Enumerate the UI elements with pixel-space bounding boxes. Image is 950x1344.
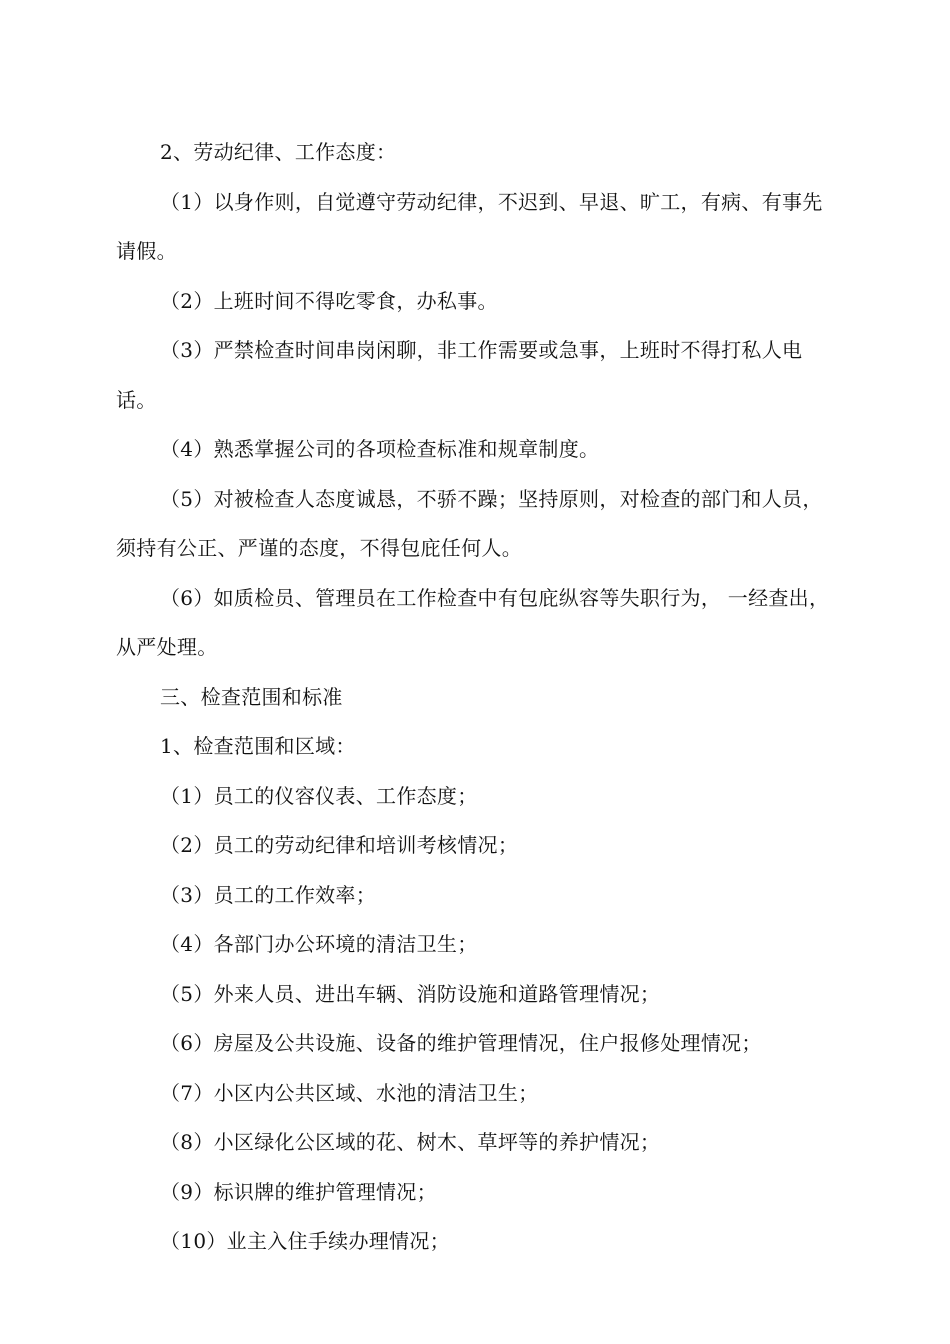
paragraph-item-5: （5）对被检查人态度诚恳，不骄不躁；坚持原则，对检查的部门和人员，须持有公正、严谨的态度，不得包庇任何人。 bbox=[116, 486, 823, 560]
list-item: （10）业主入住手续办理情况； bbox=[160, 1229, 450, 1253]
list-item: （1）员工的仪容仪表、工作态度； bbox=[160, 783, 478, 808]
paragraph-item-6: （6）如质检员、管理员在工作检查中有包庇纵容等失职行为， 一经查出，从严处理。 bbox=[116, 585, 830, 659]
paragraph-item-3: （3）严禁检查时间串岗闲聊，非工作需要或急事，上班时不得打私人电话。 bbox=[116, 338, 803, 412]
list-item: （3）员工的工作效率； bbox=[160, 882, 377, 907]
paragraph-item-2: （2）上班时间不得吃零食，办私事。 bbox=[160, 288, 498, 313]
paragraph-item-1: （1）以身作则，自觉遵守劳动纪律，不迟到、早退、旷工，有病、有事先请假。 bbox=[116, 189, 823, 263]
section-heading-scope-standards: 三、检查范围和标准 bbox=[160, 684, 343, 709]
subsection-heading-scope-areas: 1、检查范围和区域： bbox=[160, 734, 356, 758]
section-heading-labor-discipline: 2、劳动纪律、工作态度： bbox=[160, 140, 397, 164]
document-body bbox=[116, 128, 836, 1267]
list-item: （2）员工的劳动纪律和培训考核情况； bbox=[160, 833, 519, 857]
list-item: （5）外来人员、进出车辆、消防设施和道路管理情况； bbox=[160, 981, 661, 1006]
list-item: （7）小区内公共区域、水池的清洁卫生； bbox=[160, 1080, 539, 1105]
list-item: （9）标识牌的维护管理情况； bbox=[160, 1179, 437, 1204]
list-item: （8）小区绿化公区域的花、树木、草坪等的养护情况； bbox=[160, 1130, 661, 1154]
list-item: （4）各部门办公环境的清洁卫生； bbox=[160, 932, 478, 956]
paragraph-item-4: （4）熟悉掌握公司的各项检查标准和规章制度。 bbox=[160, 437, 600, 461]
list-item: （6）房屋及公共设施、设备的维护管理情况，住户报修处理情况； bbox=[160, 1031, 762, 1055]
